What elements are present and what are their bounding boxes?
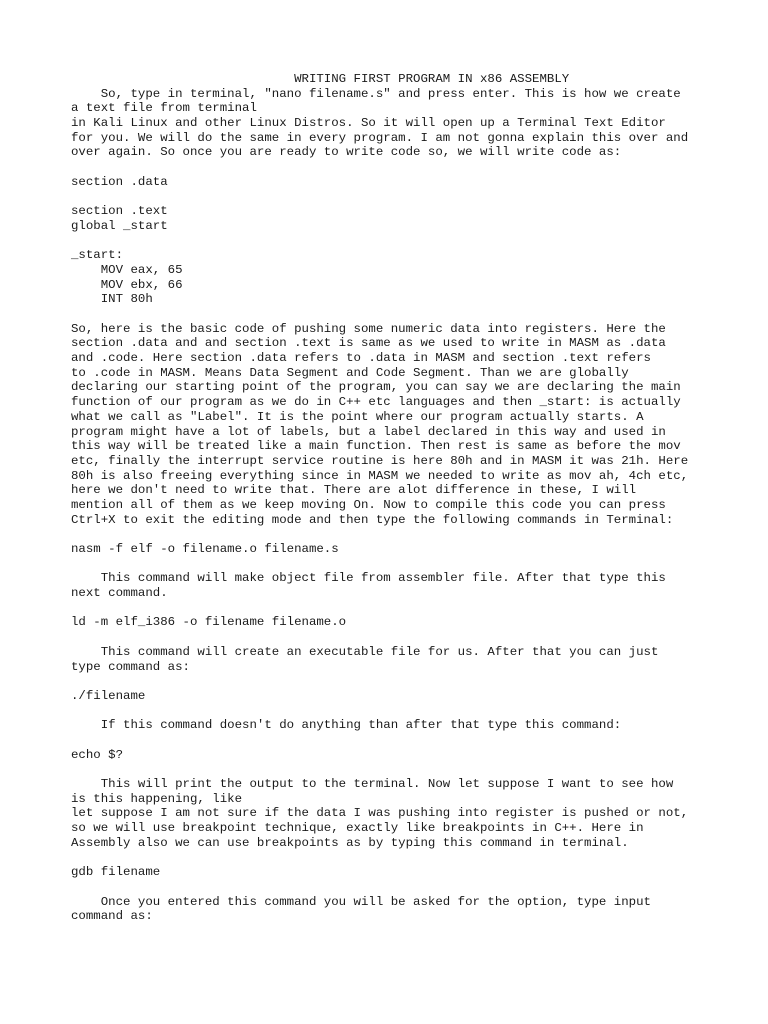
text-line: let suppose I am not sure if the data I was pushing into register is pushed or not, [71,806,689,821]
blank-line [71,307,711,322]
text-line: here we don't need to write that. There are alot difference in these, I will [71,483,637,498]
code-line: section .data [71,174,168,189]
text-line: over again. So once you are ready to write code so, we will write code as: [71,145,622,160]
text-line: So, here is the basic code of pushing some numeric data into registers. Here the [71,321,666,336]
text-line: section .data and and section .text is same as we used to write in MASM as .data [71,336,666,351]
command-line: echo $? [71,747,124,762]
command-line: ./filename [71,688,146,703]
blank-line [71,601,711,616]
text-line: 80h is also freeing everything since in MASM we needed to write as mov ah, 4ch etc, [71,468,689,483]
text-line: command as: [71,909,153,924]
command-line: gdb filename [71,865,161,880]
text-line: to .code in MASM. Means Data Segment and Code Segment. Than we are globally [71,365,629,380]
blank-line [71,190,711,205]
blank-line [71,880,711,895]
text-line: this way will be treated like a main function. Then rest is same as before the mov [71,439,681,454]
command-line: nasm -f elf -o filename.o filename.s [71,542,339,556]
command-line: ld -m elf_i386 -o filename filename.o [71,615,347,630]
blank-line [71,160,711,175]
blank-line [71,733,711,748]
code-line: _start: [71,248,124,263]
blank-line [71,674,711,689]
text-line: This will print the output to the terminal. Now let suppose I want to see how [71,777,674,791]
blank-line [71,234,711,249]
blank-line [71,704,711,719]
text-line: is this happening, like [71,791,243,806]
text-line: etc, finally the interrupt service routine is here 80h and in MASM it was 21h. Here [71,453,689,468]
text-line: a text file from terminal [71,101,257,116]
blank-line [71,557,711,572]
text-line: This command will create an executable file for us. After that you can just [71,644,659,659]
text-line: so we will use breakpoint technique, exactly like breakpoints in C++. Here in [71,821,644,836]
text-line: declaring our starting point of the program, you can say we are declaring the main [71,380,681,395]
document-title: WRITING FIRST PROGRAM IN x86 ASSEMBLY [71,72,570,86]
document-page [71,72,711,924]
code-line: INT 80h [71,292,153,307]
code-line: section .text [71,204,168,219]
text-line: for you. We will do the same in every program. I am not gonna explain this over and [71,130,689,145]
text-line: Ctrl+X to exit the editing mode and then type the following commands in Terminal: [71,512,674,527]
blank-line [71,630,711,645]
text-line: This command will make object file from assembler file. After that type this [71,571,666,586]
text-line: Once you entered this command you will be asked for the option, type input [71,894,651,909]
text-line: type command as: [71,659,190,674]
code-line: global _start [71,218,168,233]
code-line: MOV eax, 65 [71,262,183,277]
blank-line [71,527,711,542]
text-line: So, type in terminal, "nano filename.s" and press enter. This is how we create [71,86,681,101]
text-line: what we call as "Label". It is the point where our program actually starts. A [71,409,644,424]
text-line: If this command doesn't do anything than after that type this command: [71,718,622,733]
text-line: and .code. Here section .data refers to .data in MASM and section .text refers [71,351,651,366]
blank-line [71,762,711,777]
blank-line [71,850,711,865]
text-line: program might have a lot of labels, but a label declared in this way and used in [71,424,666,439]
text-line: in Kali Linux and other Linux Distros. So it will open up a Terminal Text Editor [71,116,666,131]
text-line: function of our program as we do in C++ etc languages and then _start: is actually [71,395,681,410]
code-line: MOV ebx, 66 [71,277,183,292]
text-line: mention all of them as we keep moving On. Now to compile this code you can press [71,497,666,512]
text-line: Assembly also we can use breakpoints as by typing this command in terminal. [71,835,629,850]
text-line: next command. [71,586,168,601]
